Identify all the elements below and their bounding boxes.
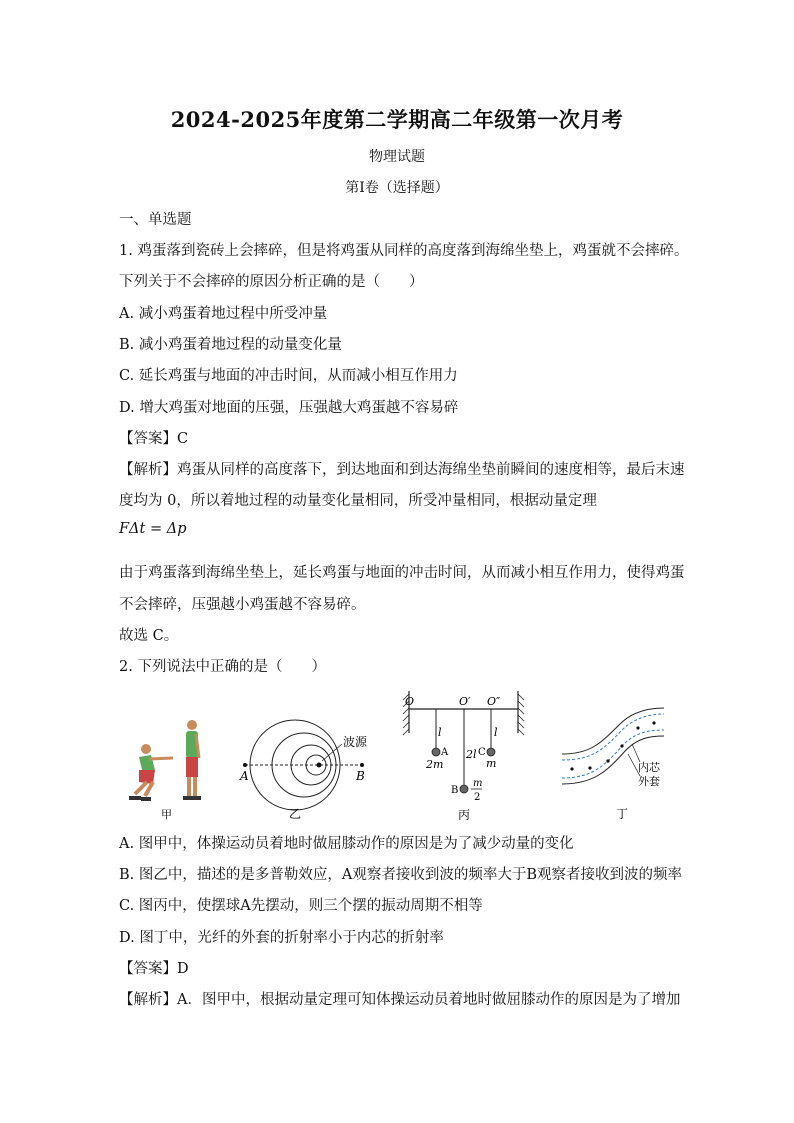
q1-option-b: B. 减小鸡蛋着地过程的动量变化量 — [119, 337, 342, 353]
q1-analysis-line4: 不会摔碎，压强越小鸡蛋越不容易碎。 — [119, 597, 366, 613]
figure-ding-optical-fiber — [560, 704, 670, 824]
head-icon — [141, 744, 151, 754]
q1-conclusion: 故选 C。 — [119, 628, 179, 644]
length-l3-label: l — [494, 726, 498, 739]
q2-stem: 2. 下列说法中正确的是（ ） — [119, 659, 326, 675]
q2-option-d: D. 图丁中，光纤的外套的折射率小于内芯的折射率 — [119, 930, 444, 946]
ball-b-label: B — [451, 785, 459, 796]
q1-stem-line1: 1. 鸡蛋落到瓷砖上会摔碎，但是将鸡蛋从同样的高度落到海绵坐垫上，鸡蛋就不会摔碎。 — [119, 243, 689, 259]
q1-analysis-line3: 由于鸡蛋落到海绵坐垫上，延长鸡蛋与地面的冲击时间，从而减小相互作用力，使得鸡蛋 — [119, 565, 685, 581]
q1-stem-line2: 下列关于不会摔碎的原因分析正确的是（ ） — [119, 274, 424, 290]
arm-icon — [149, 758, 173, 759]
q1-analysis-line2: 度均为 0，所以着地过程的动量变化量相同，所受冲量相同，根据动量定理 — [119, 493, 597, 509]
q2-option-c: C. 图丙中，使摆球A先摆动，则三个摆的振动周期不相等 — [119, 898, 483, 914]
pivot-o2-label: O″ — [487, 695, 501, 708]
core-label: 内芯 — [638, 761, 660, 774]
q1-formula: FΔt = Δp — [119, 521, 187, 537]
figure-jia-athletes — [117, 712, 217, 822]
ball-a-icon — [432, 748, 440, 756]
q1-option-a: A. 减小鸡蛋着地过程中所受冲量 — [119, 306, 328, 322]
volume-title: 第Ⅰ卷（选择题） — [345, 180, 449, 196]
ball-c-icon — [487, 748, 495, 756]
ball-b-icon — [460, 785, 468, 793]
ball-c-label: C — [478, 747, 486, 758]
q2-option-a: A. 图甲中，体操运动员着地时做屈膝动作的原因是为了减少动量的变化 — [119, 836, 574, 852]
q1-option-c: C. 延长鸡蛋与地面的冲击时间，从而减小相互作用力 — [119, 368, 458, 384]
q1-option-d: D. 增大鸡蛋对地面的压强，压强越大鸡蛋越不容易碎 — [119, 400, 459, 416]
shorts-icon — [186, 757, 198, 777]
mass-half-numerator: m — [473, 778, 483, 789]
subject-title: 物理试题 — [369, 149, 425, 165]
wave-source-label: 波源 — [343, 735, 368, 749]
figure-label-yi: 乙 — [289, 807, 302, 821]
pivot-o-label: O — [405, 695, 415, 708]
length-2l-label: 2l — [466, 748, 477, 761]
figure-yi-doppler — [235, 714, 375, 826]
exam-title: 2024-2025年度第二学期高二年级第一次月考 — [170, 107, 624, 132]
length-l1-label: l — [438, 726, 442, 739]
wave-source-dot — [317, 763, 322, 768]
q2-option-b: B. 图乙中，描述的是多普勒效应，A观察者接收到波的频率大于B观察者接收到波的频率 — [119, 867, 682, 883]
q2-analysis-line1: 【解析】A．图甲中，根据动量定理可知体操运动员着地时做屈膝动作的原因是为了增加 — [119, 992, 681, 1008]
mass-2m-label: 2m — [426, 758, 444, 771]
q1-analysis-line1: 【解析】鸡蛋从同样的高度落下，到达地面和到达海绵坐垫前瞬间的速度相等，最后末速 — [119, 462, 685, 478]
pivot-o1-label: O′ — [459, 695, 471, 708]
section-heading: 一、单选题 — [119, 212, 192, 228]
head-icon — [187, 720, 197, 730]
observer-a-label: A — [240, 769, 249, 783]
observer-b-label: B — [356, 769, 365, 783]
figure-label-bing: 丙 — [458, 808, 471, 822]
mass-m-label: m — [486, 757, 497, 770]
figure-label-ding: 丁 — [616, 807, 629, 821]
q1-answer: 【答案】C — [119, 431, 189, 447]
cladding-label: 外套 — [638, 775, 660, 788]
figure-bing-pendulums — [400, 688, 530, 824]
ball-a-label: A — [441, 747, 449, 758]
q2-answer: 【答案】D — [119, 961, 189, 977]
figure-label-jia: 甲 — [161, 808, 172, 821]
mass-half-denominator: 2 — [474, 792, 481, 803]
